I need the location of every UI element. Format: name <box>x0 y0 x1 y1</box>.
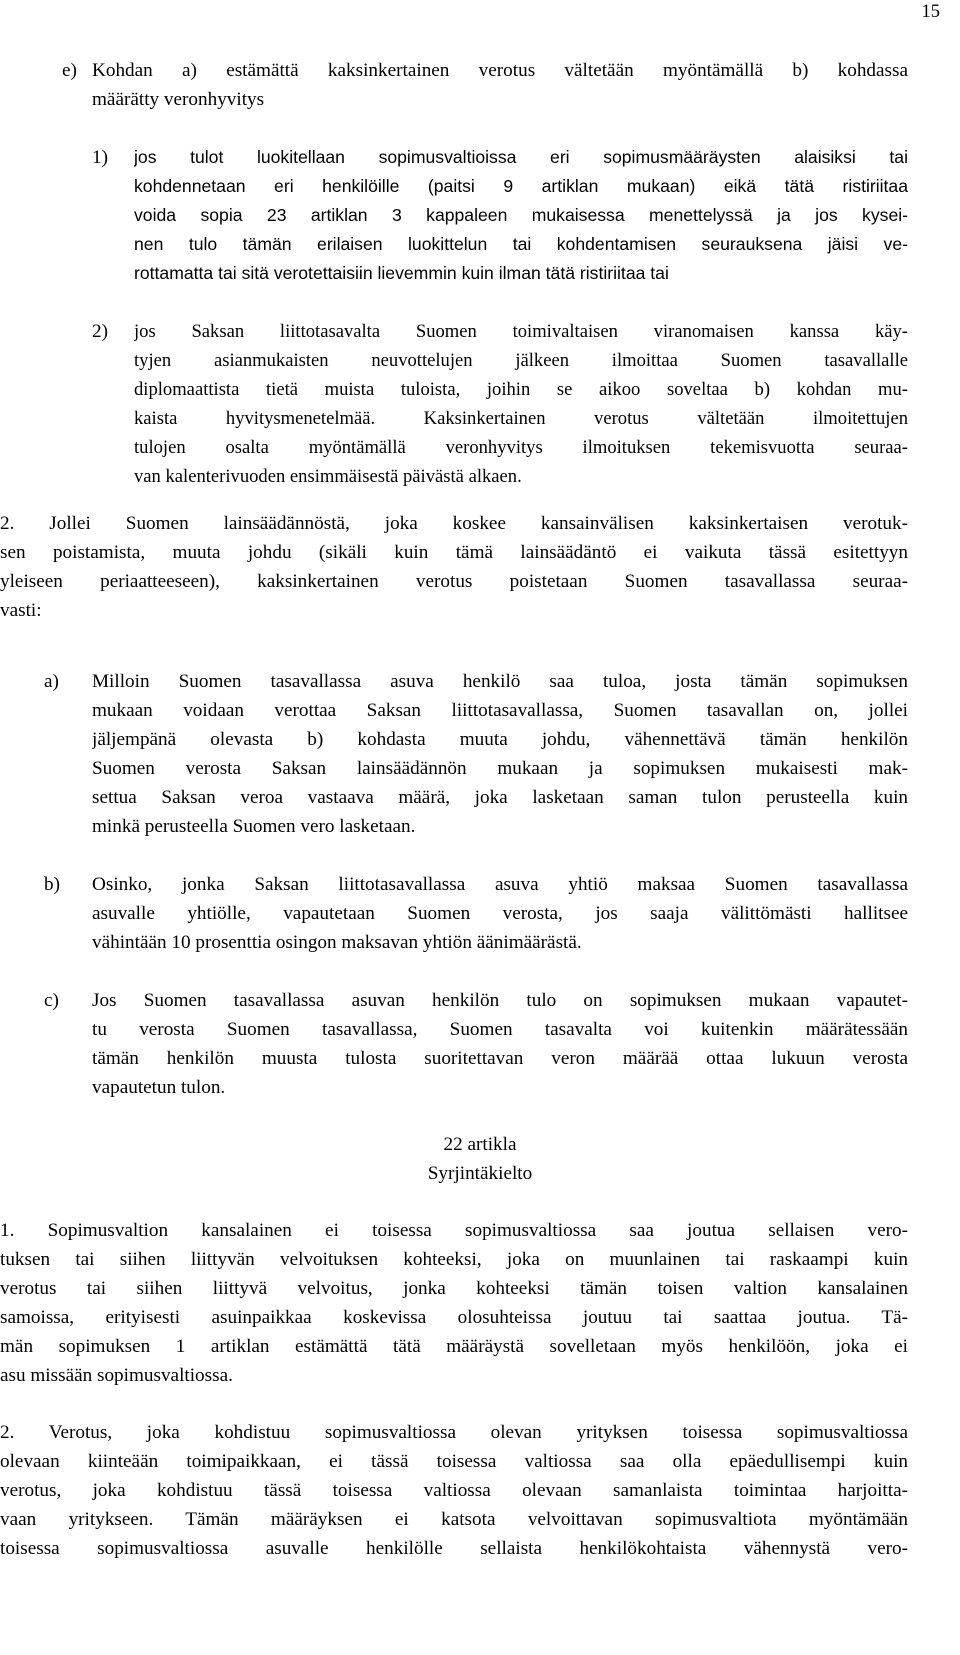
text-line: settua Saksan veroa vastaava määrä, joka lasketaan saman tulon perusteella kuin <box>92 787 908 809</box>
text-line: jäljempänä olevasta b) kohdasta muuta johdu, vähennettävä tämän henkilön <box>92 729 908 751</box>
item-b-label: b) <box>44 874 60 895</box>
text-line: tu verosta Suomen tasavallassa, Suomen tasavalta voi kuitenkin määrätessään <box>92 1019 908 1041</box>
text-line: van kalenterivuoden ensimmäisestä päivästä alkaen. <box>134 466 522 488</box>
text-line: vapautetun tulon. <box>92 1077 226 1099</box>
text-line: samoissa, erityisesti asuinpaikkaa koskevissa olosuhteissa joutuu tai saattaa joutua. Tä- <box>0 1307 908 1329</box>
text-line: mukaan voidaan verottaa Saksan liittotasavallassa, Suomen tasavallan on, jollei <box>92 700 908 722</box>
text-line: Jos Suomen tasavallassa asuvan henkilön tulo on sopimuksen mukaan vapautet- <box>92 990 908 1011</box>
text-line: rottamatta tai sitä verotettaisiin lievemmin kuin ilman tätä ristiriitaa tai <box>134 263 669 284</box>
text-line: tyjen asianmukaisten neuvottelujen jälkeen ilmoittaa Suomen tasavallalle <box>134 350 908 372</box>
item-b-text <box>92 870 908 957</box>
text-line: 2. Verotus, joka kohdistuu sopimusvaltiossa olevan yrityksen toisessa sopimusvaltiossa <box>0 1422 908 1443</box>
text-line: vähintään 10 prosenttia osingon maksavan yhtiön äänimäärästä. <box>92 932 582 954</box>
text-line: määrätty veronhyvitys <box>92 89 265 111</box>
page-number: 15 <box>921 2 940 22</box>
text-line: tuksen tai siihen liittyvän velvoituksen kohteeksi, joka on muunlainen tai raskaampi kuin <box>0 1249 908 1271</box>
text-line: jos tulot luokitellaan sopimusvaltioissa eri sopimusmääräysten alaisiksi tai <box>134 147 908 167</box>
paragraph-2 <box>0 509 908 625</box>
article-number: 22 artikla <box>443 1134 517 1155</box>
text-line: kaista hyvitysmenetelmää. Kaksinkertainen verotus vältetään ilmoitettujen <box>134 408 908 430</box>
text-line: vasti: <box>0 600 42 622</box>
text-line: toisessa sopimusvaltiossa asuvalle henkilölle sellaista henkilökohtaista vähennystä vero- <box>0 1538 908 1560</box>
text-line: minkä perusteella Suomen vero lasketaan. <box>92 816 416 838</box>
item-1-label: 1) <box>92 147 108 168</box>
item-1-text <box>134 143 908 288</box>
text-line: 1. Sopimusvaltion kansalainen ei toisessa sopimusvaltiossa saa joutua sellaisen vero- <box>0 1220 908 1241</box>
text-line: män sopimuksen 1 artiklan estämättä tätä määräystä sovelletaan myös henkilöön, joka ei <box>0 1336 908 1358</box>
text-line: yleiseen periaatteeseen), kaksinkertainen verotus poistetaan Suomen tasavallassa seuraa- <box>0 571 908 593</box>
item-c-label: c) <box>44 990 59 1011</box>
article-title: Syrjintäkielto <box>427 1163 533 1184</box>
text-line: asuvalle yhtiölle, vapautetaan Suomen verosta, jos saaja välittömästi hallitsee <box>92 903 908 925</box>
text-line: Kohdan a) estämättä kaksinkertainen verotus vältetään myöntämällä b) kohdassa <box>92 60 908 81</box>
text-line: Osinko, jonka Saksan liittotasavallassa asuva yhtiö maksaa Suomen tasavallassa <box>92 874 908 895</box>
text-line: Suomen verosta Saksan lainsäädännön mukaan ja sopimuksen mukaisesti mak- <box>92 758 908 780</box>
text-line: sen poistamista, muuta johdu (sikäli kuin tämä lainsäädäntö ei vaikuta tässä esitettyyn <box>0 542 908 564</box>
text-line: jos Saksan liittotasavalta Suomen toimivaltaisen viranomaisen kanssa käy- <box>134 321 908 342</box>
text-line: tulojen osalta myöntämällä veronhyvitys ilmoituksen tekemisvuotta seuraa- <box>134 437 908 459</box>
text-line: voida sopia 23 artiklan 3 kappaleen mukaisessa menettelyssä ja jos kysei- <box>134 205 908 226</box>
item-c-text <box>92 986 908 1102</box>
text-line: tämän henkilön muusta tulosta suoritettavan veron määrää ottaa lukuun verosta <box>92 1048 908 1070</box>
item-2-label: 2) <box>92 321 108 342</box>
item-a-label: a) <box>44 671 59 692</box>
item-a-text <box>92 667 908 842</box>
text-line: Milloin Suomen tasavallassa asuva henkilö saa tuloa, josta tämän sopimuksen <box>92 671 908 692</box>
article-paragraph-2 <box>0 1418 908 1563</box>
article-paragraph-1 <box>0 1216 908 1391</box>
item-2-text <box>134 317 908 492</box>
item-e-label: e) <box>62 60 77 81</box>
text-line: diplomaattista tietä muista tuloista, joihin se aikoo soveltaa b) kohdan mu- <box>134 379 908 401</box>
text-line: verotus tai siihen liittyvä velvoitus, jonka kohteeksi tämän toisen valtion kansalainen <box>0 1278 908 1300</box>
text-line: kohdennetaan eri henkilöille (paitsi 9 artiklan mukaan) eikä tätä ristiriitaa <box>134 176 908 197</box>
item-e-text <box>92 56 908 114</box>
text-line: asu missään sopimusvaltiossa. <box>0 1365 233 1387</box>
text-line: olevaan kiinteään toimipaikkaan, ei tässä toisessa valtiossa saa olla epäedullisempi kuin <box>0 1451 908 1473</box>
text-line: verotus, joka kohdistuu tässä toisessa valtiossa olevaan samanlaista toimintaa harjoitta- <box>0 1480 908 1502</box>
text-line: nen tulo tämän erilaisen luokittelun tai kohdentamisen seurauksena jäisi ve- <box>134 234 908 255</box>
text-line: 2. Jollei Suomen lainsäädännöstä, joka koskee kansainvälisen kaksinkertaisen verotuk- <box>0 513 908 534</box>
text-line: vaan yritykseen. Tämän määräyksen ei katsota velvoittavan sopimusvaltiota myöntämään <box>0 1509 908 1531</box>
